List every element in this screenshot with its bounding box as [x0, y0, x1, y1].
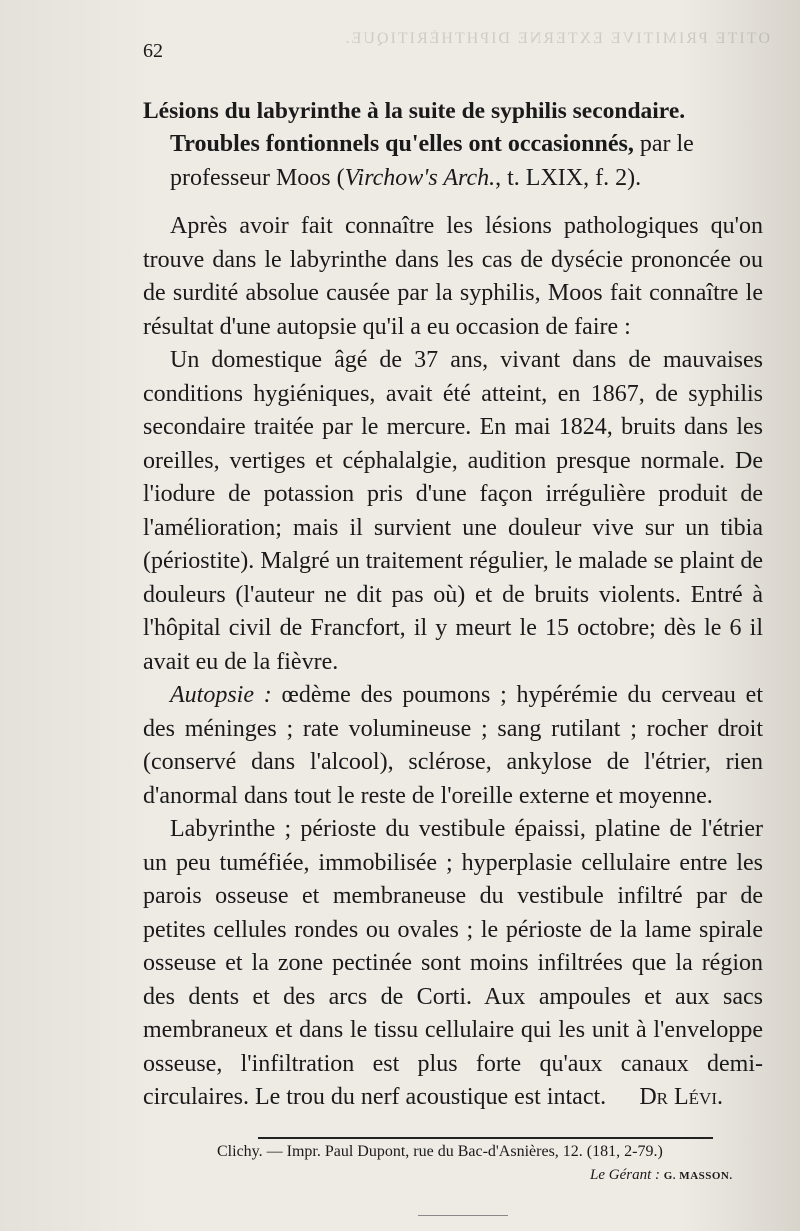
gerant-name: G. MASSON. [663, 1170, 733, 1182]
title-citation-pre: professeur Moos ( [170, 164, 345, 191]
bottom-mark [418, 1215, 508, 1216]
article-title [143, 95, 763, 195]
title-continuation [143, 128, 763, 195]
gerant-line [590, 1167, 733, 1184]
title-citation-journal: Virchow's Arch. [344, 164, 496, 191]
autopsy-label: Autopsie : [170, 682, 272, 708]
title-line-2-suffix: par le [633, 131, 694, 157]
paragraph-labyrinth: Labyrinthe ; périoste du vestibule épaissi, platine de l'étrier un peu tuméfiée, immobilisée ; hyperplasie cellulaire entre les parois osseuse et membraneuse du vestibule infiltré par de petites cellules rondes ou ovales ; le périoste de la lame spirale osseuse et la zone pectinée sont moins infiltrées que la région des dents et des arcs de Corti. Aux ampoules et aux sacs membraneux et dans le tissu cellulaire qui les unit à l'enveloppe osseuse, l'infiltration est plus forte qu'aux canaux demi-circulaires. Le trou du nerf acoustique est intact. [143, 816, 763, 1110]
paragraph-intro: Après avoir fait connaître les lésions pathologiques qu'on trouve dans le labyrinthe dans les cas de dysécie prononcée ou de surdité absolue causée par la syphilis, Moos fait connaître le résultat d'une autopsie qu'il a eu occasion de faire : [143, 213, 763, 340]
page-body [143, 95, 763, 1114]
paragraph-autopsy [143, 679, 763, 813]
footer-rule [258, 1137, 713, 1139]
author-signature: Dr Lévi. [639, 1083, 723, 1110]
page-number: 62 [143, 40, 163, 62]
title-line-1: Lésions du labyrinthe à la suite de syphilis secondaire. [143, 98, 686, 124]
gerant-label: Le Gérant : [590, 1167, 660, 1183]
printer-imprint: Clichy. — Impr. Paul Dupont, rue du Bac-d'Asnières, 12. (181, 2-79.) [217, 1143, 663, 1160]
title-citation-post: , t. LXIX, f. 2). [495, 164, 642, 191]
title-line-2: Troubles fontionnels qu'elles ont occasionnés, [170, 131, 634, 157]
paragraph-case: Un domestique âgé de 37 ans, vivant dans de mauvaises conditions hygiéniques, avait été atteint, en 1867, de syphilis secondaire traitée par le mercure. En mai 1824, bruits dans les oreilles, vertiges et céphalalgie, audition presque normale. De l'iodure de potassion pris d'une façon irrégulière produit de l'amélioration; mais il survient une douleur vive sur un tibia (périostite). Malgré un traitement régulier, le malade se plaint de douleurs (l'auteur ne dit pas où) et de bruits violents. Entré à l'hôpital civil de Francfort, il y meurt le 15 octobre; dès le 6 il avait eu de la fièvre. [143, 347, 763, 675]
bleed-through-running-head: OTITE PRIMITIVE EXTERNE DIPHTHÉRITIQUE. [343, 30, 770, 47]
autopsy-text: œdème des poumons ; hypérémie du cerveau et des méninges ; rate volumineuse ; sang rutilant ; rocher droit (conservé dans l'alcool), sclérose, ankylose de l'étrier, rien d'anormal dans tout le reste de l'oreille externe et moyenne. [143, 682, 763, 809]
